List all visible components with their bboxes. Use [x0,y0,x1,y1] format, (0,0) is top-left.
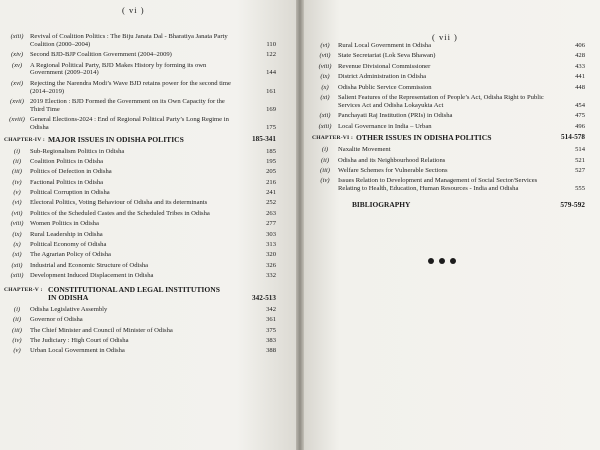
entry-number: (ii) [320,156,330,164]
page-folio: ( vii ) [432,32,458,42]
entry-title: The Agrarian Policy of Odisha [30,251,111,259]
entry-title: Local Governance in India – Urban [338,122,432,130]
entry-title: Odisha Legislative Assembly [30,305,108,313]
entry-number: (iii) [12,326,22,334]
entry-number: (xiii) [10,272,24,280]
toc-entry [4,51,276,59]
toc-entry [4,116,276,132]
ornament-dots [428,258,456,264]
entry-page: 313 [266,241,276,249]
entry-page: 342 [266,305,276,313]
entry-number: (v) [13,189,21,197]
toc-entry [4,148,276,156]
entry-title: Politics of the Scheduled Castes and the Scheduled Tribes in Odisha [30,209,210,217]
chapter-pages: 342-513 [252,294,276,303]
chapter-pages: 185-341 [252,134,276,143]
entry-title: District Administration in Odisha [338,73,427,81]
entry-number: (iv) [12,178,22,186]
entry-number: (x) [321,83,329,91]
entry-page: 110 [266,40,276,48]
entry-number: (viii) [10,220,24,228]
entry-page: 326 [266,261,276,269]
entry-page: 195 [266,157,276,165]
entry-page: 433 [575,62,585,70]
entry-page: 303 [266,230,276,238]
toc-entry [4,168,276,176]
dot-ornament [428,258,434,264]
entry-page: 375 [266,326,276,334]
chapter-pages: 514-578 [561,133,585,142]
entry-number: (ix) [12,230,22,238]
entry-number: (xiv) [10,51,24,59]
toc-entry [312,73,585,81]
toc-entry [312,112,585,120]
toc-right [312,42,585,209]
toc-entry [4,210,276,218]
bibliography-pages: 579-592 [560,199,585,209]
entry-number: (xiii) [10,33,24,40]
entry-number: (vi) [320,42,330,49]
toc-entry [4,262,276,270]
toc-entry [312,42,585,50]
entry-title: Coalition Politics in Odisha [30,157,104,165]
entry-page: 428 [575,52,585,60]
entry-title: Second BJD-BJP Coalition Government (2004–2009) [30,51,172,59]
dot-ornament [450,258,456,264]
toc-entry [4,98,276,114]
entry-number: (xvii) [10,97,24,105]
entry-title: Factional Politics in Odisha [30,178,104,186]
toc-entry [4,241,276,249]
entry-page: 514 [575,146,585,154]
entry-title: Industrial and Economic Structure of Odisha [30,261,149,269]
entry-title: 2019 Election : BJD Formed the Government on its Own Capacity for the Third Time [30,97,225,113]
toc-entry [4,179,276,187]
entry-page: 475 [575,112,585,120]
toc-entry [4,158,276,166]
toc-entry [312,123,585,131]
entry-title: Sub-Regionalism Politics in Odisha [30,147,125,155]
bibliography-title: BIBLIOGRAPHY [352,199,411,209]
toc-entry [4,231,276,239]
chapter-heading [4,136,276,145]
toc-entry [312,84,585,92]
entry-page: 454 [575,101,585,109]
chapter-title: CONSTITUTIONAL AND LEGAL INSTITUTIONS IN ODISHA [48,285,220,303]
toc-entry [312,177,585,193]
entry-number: (iii) [12,168,22,176]
entry-page: 185 [266,147,276,155]
toc-entry [312,167,585,175]
toc-entry [312,157,585,165]
entry-number: (ix) [320,73,330,81]
chapter-heading [4,286,276,303]
toc-entry [4,337,276,345]
chapter-label: CHAPTER-V : [4,287,43,294]
entry-number: (i) [13,147,21,155]
entry-page: 521 [575,156,585,164]
toc-entry [4,199,276,207]
dot-ornament [439,258,445,264]
entry-title: Women Politics in Odisha [30,220,99,228]
chapter-label: CHAPTER-VI : [312,135,354,142]
entry-number: (xiii) [318,122,332,130]
entry-title: Issues Relation to Development and Management of Social Sector/Services Relating to Health, Education, Human Resources - India and Odisha [338,177,538,193]
entry-page: 406 [575,42,585,49]
toc-entry [312,94,585,110]
entry-page: 383 [266,337,276,344]
entry-page: 252 [266,199,276,207]
toc-entry [4,80,276,96]
entry-number: (ii) [12,316,22,324]
entry-page: 175 [266,123,276,131]
toc-entry [312,52,585,60]
entry-page: 277 [266,220,276,228]
right-page [304,0,600,450]
entry-title: Electoral Politics, Voting Behaviour of Odisha and its determinants [30,199,208,207]
toc-entry [4,327,276,335]
entry-number: (xviii) [9,116,25,124]
entry-title: Rural Leadership in Odisha [30,230,103,238]
toc-entry [312,63,585,71]
entry-title: Welfare Schemes for Vulnerable Sections [338,166,448,174]
entry-title: The Chief Minister and Council of Minister of Odisha [30,326,173,334]
entry-number: (xv) [11,61,23,69]
entry-title: Political Corruption in Odisha [30,189,110,197]
entry-page: 527 [575,166,585,174]
entry-number: (i) [321,146,329,154]
entry-title: Revenue Divisional Commissioner [338,62,431,70]
entry-number: (vii) [319,52,331,60]
toc-entry [312,146,585,154]
entry-number: (xii) [11,261,23,269]
entry-page: 388 [266,347,276,355]
entry-number: (x) [13,241,21,249]
entry-number: (xvi) [10,79,24,87]
entry-page: 320 [266,251,276,259]
entry-title: State Secretariat (Lok Seva Bhawan) [338,52,436,60]
entry-title: Salient Features of the Representation of People’s Act, Odisha Right to Public Services Act and Odisha Lokayukta Act [338,93,544,109]
entry-page: 448 [575,83,585,91]
entry-title: Naxalite Movement [338,146,391,154]
entry-page: 241 [266,189,276,197]
entry-number: (i) [13,305,21,313]
entry-page: 169 [266,105,276,113]
toc-entry [4,272,276,280]
entry-title: Odisha and its Neighbourhood Relations [338,156,446,164]
toc-entry [4,33,276,49]
entry-page: 161 [266,87,276,95]
entry-title: Politics of Defection in Odisha [30,168,112,176]
entry-page: 555 [575,185,585,193]
entry-page: 332 [266,272,276,280]
entry-title: Political Economy of Odisha [30,241,107,249]
entry-title: The Judiciary : High Court of Odisha [30,337,129,344]
entry-number: (iii) [320,166,330,174]
chapter-title: OTHER ISSUES IN ODISHA POLITICS [356,133,492,143]
chapter-heading [312,134,585,143]
entry-page: 361 [266,316,276,324]
entry-page: 496 [575,122,585,130]
entry-number: (vi) [12,199,22,207]
toc-entry [4,251,276,259]
toc-entry [4,220,276,228]
entry-page: 441 [575,73,585,81]
entry-number: (v) [13,347,21,355]
entry-number: (viii) [318,62,332,70]
toc-left [4,33,276,358]
entry-page: 122 [266,51,276,59]
entry-page: 205 [266,168,276,176]
entry-title: A Regional Political Party, BJD Makes History by forming its own Government (2009–2014) [30,61,207,77]
entry-title: Urban Local Government in Odisha [30,347,125,355]
entry-title: General Elections-2024 : End of Regional Political Party’s Long Regime in Odisha [30,116,229,131]
entry-number: (vii) [11,209,23,217]
entry-number: (xi) [320,93,330,101]
book-gutter [296,0,304,450]
page-folio: ( vi ) [122,5,145,15]
entry-page: 263 [266,209,276,217]
entry-page: 216 [266,178,276,186]
entry-title: Revival of Coalition Politics : The Biju Janata Dal - Bharatiya Janata Party Coalition (2000–2004) [30,33,228,48]
toc-entry [4,347,276,355]
toc-entry [4,62,276,78]
bibliography-entry [312,201,585,209]
entry-title: Rural Local Government in Odisha [338,42,432,49]
left-page [0,0,296,450]
entry-page: 144 [266,69,276,77]
chapter-title: MAJOR ISSUES IN ODISHA POLITICS [48,134,184,144]
entry-number: (xii) [319,112,331,120]
entry-number: (iv) [12,337,22,344]
chapter-label: CHAPTER-IV : [4,136,45,143]
entry-title: Rejecting the Narendra Modi’s Wave BJD retains power for the second time (2014–2019) [30,79,231,95]
entry-number: (xi) [12,251,22,259]
entry-title: Development Induced Displacement in Odisha [30,272,154,280]
entry-title: Panchayati Raj Institution (PRIs) in Odisha [338,112,453,120]
toc-entry [4,189,276,197]
entry-number: (iv) [320,177,330,185]
toc-entry [4,306,276,314]
entry-number: (ii) [12,157,22,165]
entry-title: Governor of Odisha [30,316,83,324]
entry-title: Odisha Public Service Commission [338,83,432,91]
toc-entry [4,316,276,324]
